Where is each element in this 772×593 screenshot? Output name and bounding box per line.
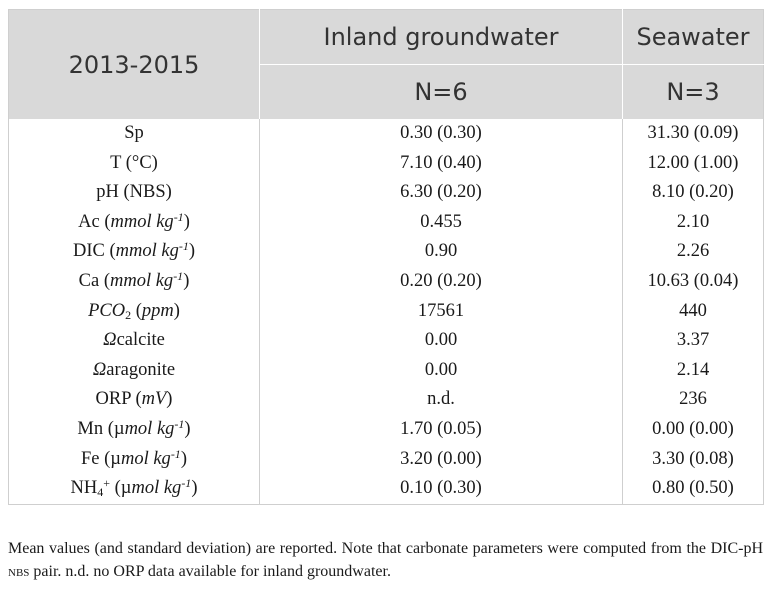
- param-cell: Ac (mmol $kg^{-1}$): [9, 208, 260, 238]
- table-row: [9, 326, 764, 356]
- sea-value: 2.14: [676, 359, 710, 380]
- sea-value: 440: [679, 300, 707, 321]
- inland-value: 3.20 (0.00): [260, 445, 623, 475]
- table-footnote: Mean values (and standard deviation) are reported. Note that carbonate parameters were computed from the DIC-pH NBS pair. n.d. no ORP data available for inland groundwater.: [8, 540, 763, 580]
- param-cell: pH (NBS): [9, 178, 260, 208]
- header-inland-groundwater: Inland groundwater: [260, 10, 623, 65]
- param-cell: Sp: [9, 119, 260, 149]
- table-row: [9, 119, 764, 149]
- header-seawater: Seawater: [623, 10, 764, 65]
- table-row: [9, 208, 764, 238]
- header-period: 2013-2015: [9, 10, 260, 120]
- table-row: [9, 385, 764, 415]
- param-cell: Mn (µmol $kg^{-1}$): [9, 415, 260, 445]
- param-cell: $NH_4^+$ (µmol $kg^{-1}$): [9, 474, 260, 504]
- inland-value: 0.20 (0.20): [260, 267, 623, 297]
- sea-value: 31.30 (0.09): [647, 123, 739, 143]
- inland-value: 0.90: [260, 237, 623, 267]
- inland-value: 0.30 (0.30): [260, 119, 623, 149]
- sea-value: 2.26: [676, 241, 710, 262]
- param-cell: T (°C): [9, 149, 260, 179]
- inland-value: 0.455: [260, 208, 623, 238]
- inland-value: n.d.: [260, 385, 623, 415]
- inland-value: 0.10 (0.30): [260, 474, 623, 504]
- param-cell: ORP (mV): [9, 385, 260, 415]
- table-row: [9, 237, 764, 267]
- table-row: [9, 267, 764, 297]
- table-row: [9, 356, 764, 386]
- table-row: [9, 178, 764, 208]
- table-row: [9, 445, 764, 475]
- sea-value: 3.30 (0.08): [652, 448, 734, 469]
- param-cell: Ca (mmol $kg^{-1}$): [9, 267, 260, 297]
- inland-value: 17561: [260, 297, 623, 327]
- sea-value: 12.00 (1.00): [647, 152, 739, 173]
- table-row: [9, 149, 764, 179]
- table-wrapper: [8, 9, 763, 505]
- header-n-inland: N=6: [260, 65, 623, 120]
- sea-value: 3.37: [676, 330, 710, 351]
- param-cell: Ωcalcite: [9, 326, 260, 356]
- header-row-1: [9, 10, 764, 65]
- header-n-sea: N=3: [623, 65, 764, 120]
- sea-value: 8.10 (0.20): [652, 182, 734, 203]
- param-cell: DIC (mmol $kg^{-1}$): [9, 237, 260, 267]
- param-cell: $PCO_2$ (ppm): [9, 297, 260, 327]
- table-row: [9, 297, 764, 327]
- inland-value: 0.00: [260, 356, 623, 386]
- sea-value: 2.10: [676, 211, 710, 232]
- sea-value: 10.63 (0.04): [647, 270, 739, 291]
- inland-value: 1.70 (0.05): [260, 415, 623, 445]
- inland-value: 6.30 (0.20): [260, 178, 623, 208]
- sea-value: 0.00 (0.00): [652, 418, 734, 439]
- table-row: [9, 474, 764, 504]
- data-table: [8, 9, 764, 505]
- param-cell: Ωaragonite: [9, 356, 260, 386]
- table-row: [9, 415, 764, 445]
- sea-value: 0.80 (0.50): [652, 478, 734, 499]
- param-cell: Fe (µmol $kg^{-1}$): [9, 445, 260, 475]
- inland-value: 0.00: [260, 326, 623, 356]
- inland-value: 7.10 (0.40): [260, 149, 623, 179]
- sea-value: 236: [679, 389, 707, 410]
